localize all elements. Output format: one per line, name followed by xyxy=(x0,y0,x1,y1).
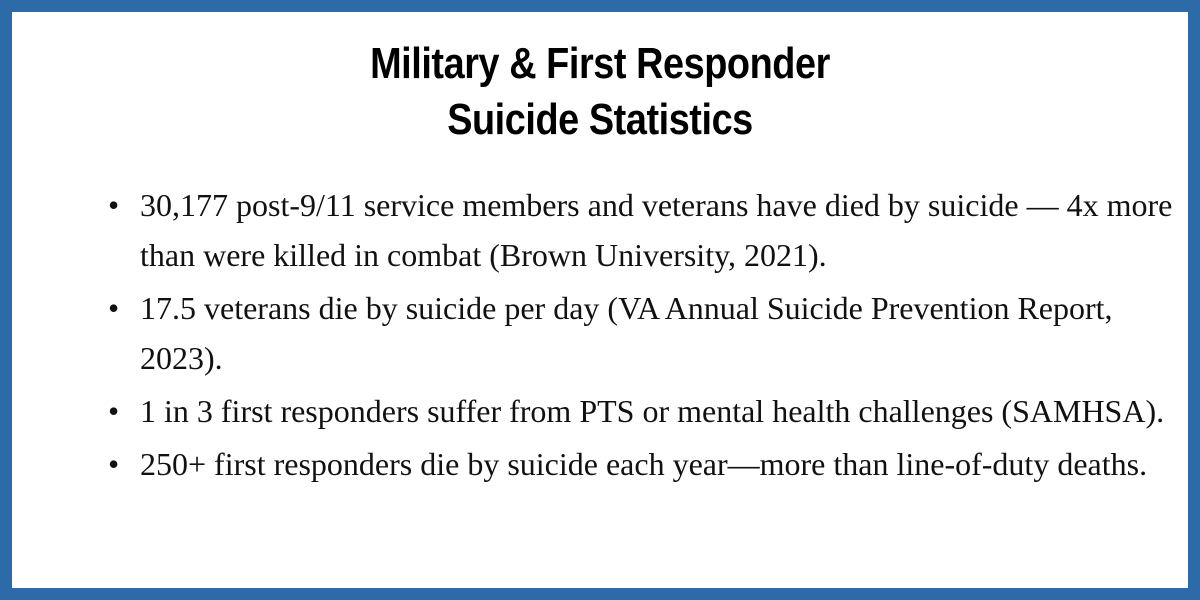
list-item xyxy=(108,180,1180,280)
list-item-text: 1 in 3 first responders suffer from PTS or mental health challenges (SAMHSA). xyxy=(140,393,1165,429)
list-item xyxy=(108,386,1180,436)
statistics-list xyxy=(98,180,1180,492)
page-title xyxy=(94,36,1105,148)
list-item xyxy=(108,439,1180,489)
list-item xyxy=(108,283,1180,383)
bullet-icon: • xyxy=(108,446,120,482)
list-item-text: 30,177 post-9/11 service members and veterans have died by suicide — 4x more than were killed in combat (Brown University, 2021). xyxy=(140,187,1173,273)
bullet-icon: • xyxy=(108,187,120,223)
list-item-text: 250+ first responders die by suicide each year—more than line-of-duty deaths. xyxy=(140,446,1148,482)
title-line-1: Military & First Responder xyxy=(370,39,830,88)
bullet-icon: • xyxy=(108,393,120,429)
bullet-icon: • xyxy=(108,290,120,326)
list-item-text: 17.5 veterans die by suicide per day (VA Annual Suicide Prevention Report, 2023). xyxy=(140,290,1113,376)
title-line-2: Suicide Statistics xyxy=(447,95,753,144)
